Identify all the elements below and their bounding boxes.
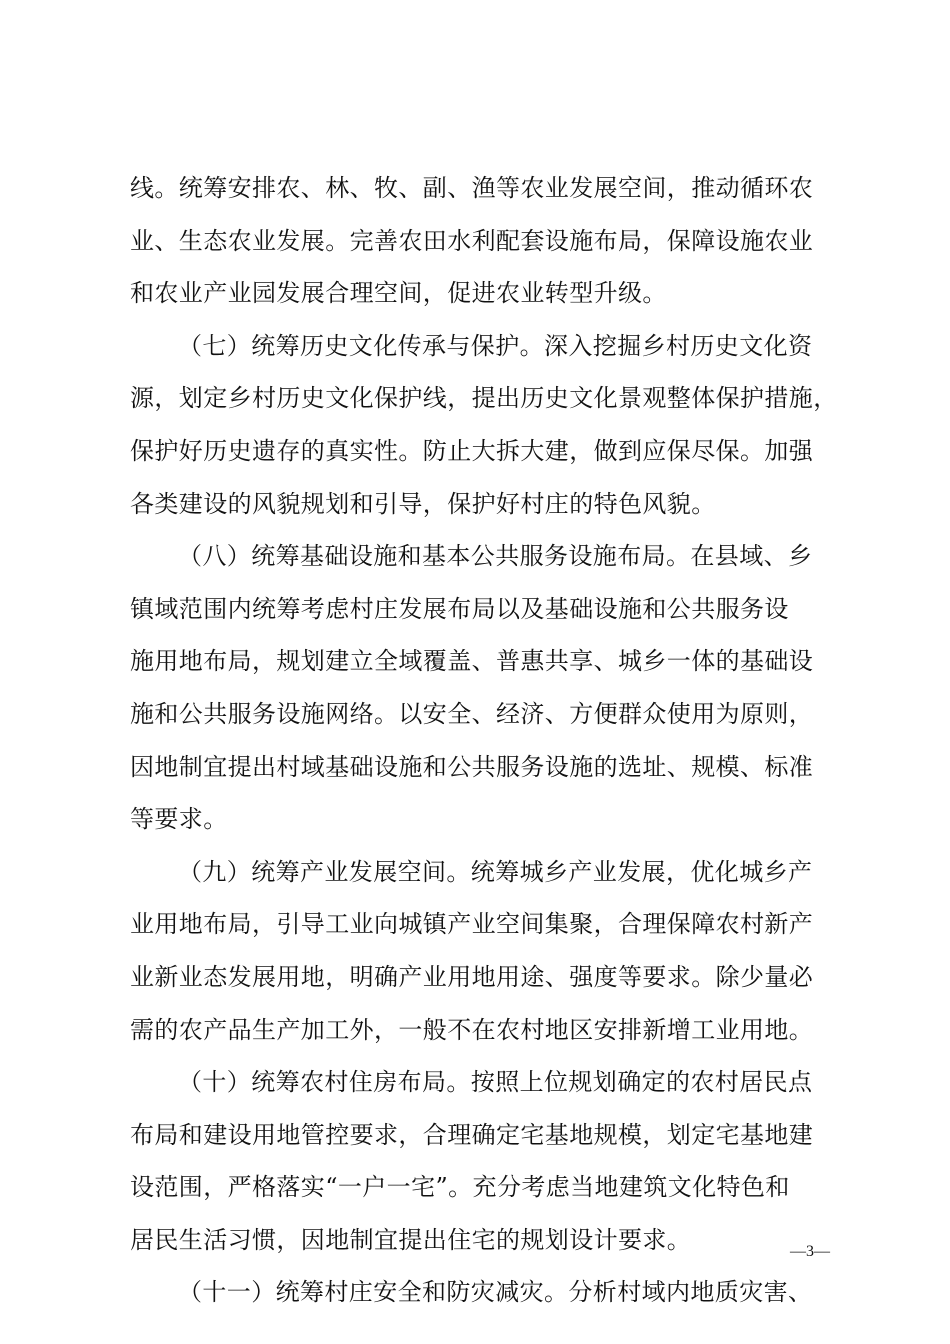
text-line: 源，划定乡村历史文化保护线，提出历史文化景观整体保护措施， bbox=[130, 384, 838, 413]
text-line: 居民生活习惯，因地制宜提出住宅的规划设计要求。 bbox=[130, 1225, 692, 1254]
text-line: 业新业态发展用地，明确产业用地用途、强度等要求。除少量必 bbox=[130, 962, 814, 991]
text-line: 保护好历史遗存的真实性。防止大拆大建，做到应保尽保。加强 bbox=[130, 436, 814, 465]
text-line: 等要求。 bbox=[130, 805, 228, 834]
document-body bbox=[130, 162, 838, 1319]
text-line: 和农业产业园发展合理空间，促进农业转型升级。 bbox=[130, 279, 667, 308]
text-line: 设范围，严格落实“一户一宅”。充分考虑当地建筑文化特色和 bbox=[130, 1173, 790, 1202]
text-line: 因地制宜提出村域基础设施和公共服务设施的选址、规模、标准 bbox=[130, 752, 814, 781]
page-number: —3— bbox=[790, 1243, 830, 1260]
text-line: 布局和建设用地管控要求，合理确定宅基地规模，划定宅基地建 bbox=[130, 1120, 814, 1149]
text-line: （九）统筹产业发展空间。统筹城乡产业发展，优化城乡产 bbox=[178, 857, 813, 886]
text-line: 业、生态农业发展。完善农田水利配套设施布局，保障设施农业 bbox=[130, 226, 814, 255]
text-line: 施用地布局，规划建立全域覆盖、普惠共享、城乡一体的基础设 bbox=[130, 647, 814, 676]
text-line: 业用地布局，引导工业向城镇产业空间集聚，合理保障农村新产 bbox=[130, 910, 814, 939]
text-line: （八）统筹基础设施和基本公共服务设施布局。在县域、乡 bbox=[178, 542, 813, 571]
text-line: （十一）统筹村庄安全和防灾减灾。分析村域内地质灾害、 bbox=[178, 1278, 813, 1307]
text-line: 施和公共服务设施网络。以安全、经济、方便群众使用为原则， bbox=[130, 699, 814, 728]
text-line: 需的农产品生产加工外，一般不在农村地区安排新增工业用地。 bbox=[130, 1015, 814, 1044]
text-line: 各类建设的风貌规划和引导，保护好村庄的特色风貌。 bbox=[130, 489, 716, 518]
text-line: 镇域范围内统筹考虑村庄发展布局以及基础设施和公共服务设 bbox=[130, 594, 789, 623]
text-line: （十）统筹农村住房布局。按照上位规划确定的农村居民点 bbox=[178, 1068, 813, 1097]
text-line: 线。统筹安排农、林、牧、副、渔等农业发展空间，推动循环农 bbox=[130, 174, 814, 202]
text-line: （七）统筹历史文化传承与保护。深入挖掘乡村历史文化资 bbox=[178, 331, 813, 360]
